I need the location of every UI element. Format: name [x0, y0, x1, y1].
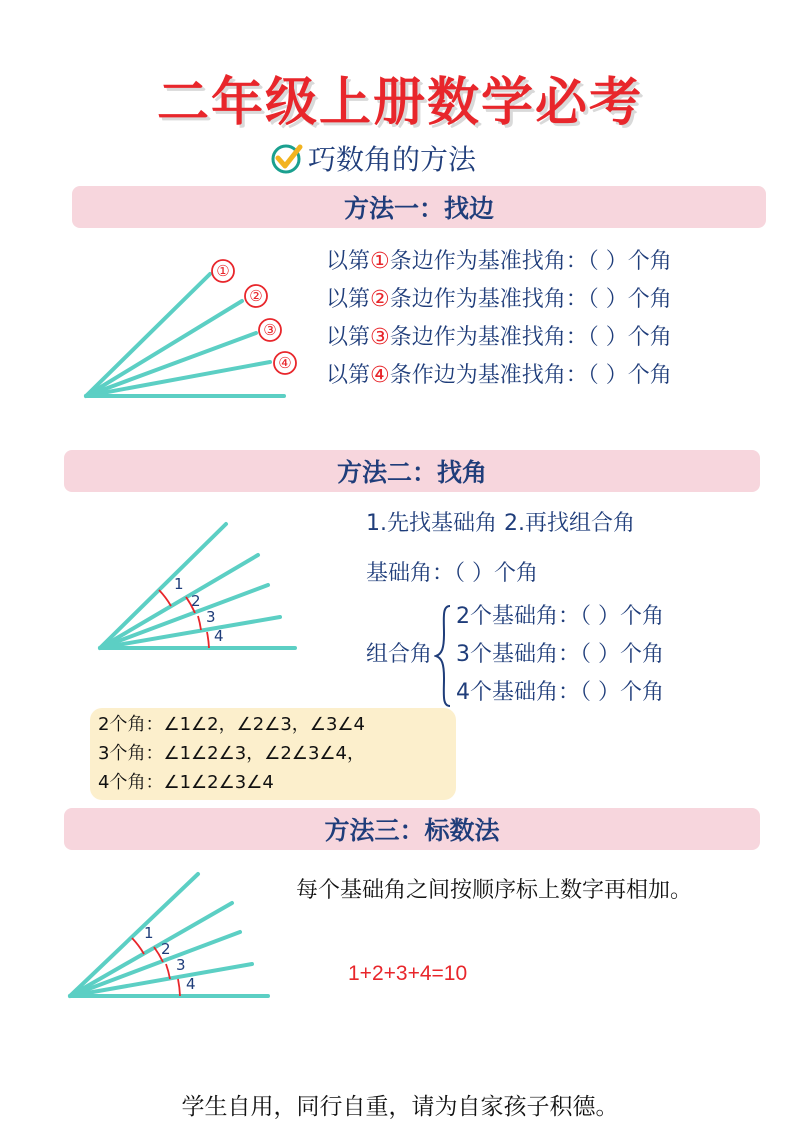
- method2-basic: 基础角：（ ）个角: [366, 561, 538, 586]
- method1-header: [72, 186, 766, 228]
- subtitle: [270, 140, 476, 176]
- answer-note: [90, 708, 456, 800]
- method3-header-text: 方法三：标数法: [324, 816, 500, 845]
- combo-item: 4个基础角：（ ）个角: [456, 680, 664, 705]
- method3-description: 每个基础角之间按顺序标上数字再相加。: [296, 878, 693, 903]
- combo-list: [456, 598, 664, 712]
- method1-line: 以第③条边作为基准找角：（ ）个角: [326, 325, 672, 350]
- page-title: 二年级上册数学必考: [156, 73, 643, 133]
- angle-label: 1: [174, 575, 184, 593]
- check-circle-icon: [270, 141, 304, 175]
- note-line: 2个角：∠1∠2，∠2∠3，∠3∠4: [98, 714, 365, 735]
- method2-diagram: [90, 515, 310, 660]
- method1-header-text: 方法一：找边: [343, 194, 494, 223]
- method1-line: 以第②条边作为基准找角：（ ）个角: [326, 287, 672, 312]
- edge-label-4: ④: [278, 354, 292, 372]
- note-line: 4个角：∠1∠2∠3∠4: [98, 772, 274, 793]
- angle-label: 1: [144, 924, 154, 942]
- brace-icon: [434, 604, 454, 708]
- angle-label: 2: [161, 940, 171, 958]
- angle-label: 3: [206, 608, 216, 626]
- method1-diagram: [70, 250, 320, 410]
- method1-questions: [326, 243, 672, 395]
- combo-label: 组合角: [366, 642, 433, 667]
- edge-label-3: ③: [263, 321, 277, 339]
- edge-label-1: ①: [216, 262, 230, 280]
- edge-label-2: ②: [249, 287, 263, 305]
- method2-steps: 1.先找基础角 2.再找组合角: [366, 511, 635, 536]
- method2-header: [64, 450, 760, 492]
- subtitle-text: 巧数角的方法: [308, 143, 477, 176]
- combo-item: 3个基础角：（ ）个角: [456, 642, 664, 667]
- method2-header-text: 方法二：找角: [336, 458, 487, 487]
- method1-line: 以第①条边作为基准找角：（ ）个角: [326, 249, 672, 274]
- angle-label: 4: [214, 627, 224, 645]
- angle-label: 4: [186, 975, 196, 993]
- method3-header: [64, 808, 760, 850]
- footer-note: 学生自用，同行自重，请为自家孩子积德。: [181, 1094, 619, 1120]
- method3-diagram: [62, 868, 282, 1008]
- combo-item: 2个基础角：（ ）个角: [456, 604, 664, 629]
- method1-line: 以第④条作边为基准找角：（ ）个角: [326, 363, 672, 388]
- note-line: 3个角：∠1∠2∠3，∠2∠3∠4，: [98, 743, 365, 764]
- method3-formula: 1+2+3+4=10: [348, 962, 468, 985]
- angle-label: 2: [191, 592, 201, 610]
- angle-label: 3: [176, 956, 186, 974]
